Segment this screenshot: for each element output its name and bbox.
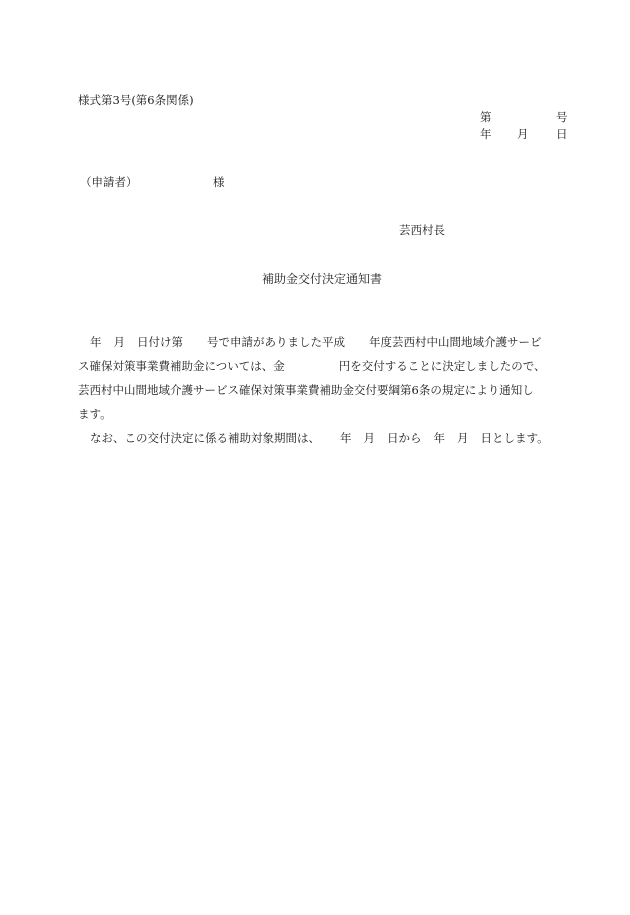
body-line-1: 年 月 日付け第 号で申請がありました平成 年度芸西村中山間地域介護サービ (90, 335, 542, 349)
document-number-prefix: 第 (480, 110, 492, 124)
body-line-5: なお、この交付決定に係る補助対象期間は、 年 月 日から 年 月 日とします。 (90, 431, 549, 445)
applicant-honorific: 様 (213, 175, 225, 189)
body-line-2: ス確保対策事業費補助金については、金 円を交付することに決定しましたので、 (78, 359, 546, 373)
applicant-label: （申請者） (80, 175, 138, 189)
issue-date-month: 月 (517, 127, 529, 141)
issue-date-day: 日 (556, 127, 568, 141)
document-number-suffix: 号 (556, 110, 568, 124)
notice-body (78, 330, 578, 450)
issue-date-year: 年 (480, 127, 492, 141)
document-title: 補助金交付決定通知書 (262, 272, 383, 286)
form-number-label: 様式第3号(第6条関係) (78, 93, 194, 107)
body-line-3: 芸西村中山間地域介護サービス確保対策事業費補助金交付要綱第6条の規定により通知し (78, 383, 534, 397)
body-line-4: ます。 (78, 407, 112, 421)
issuer-name: 芸西村長 (399, 223, 445, 237)
